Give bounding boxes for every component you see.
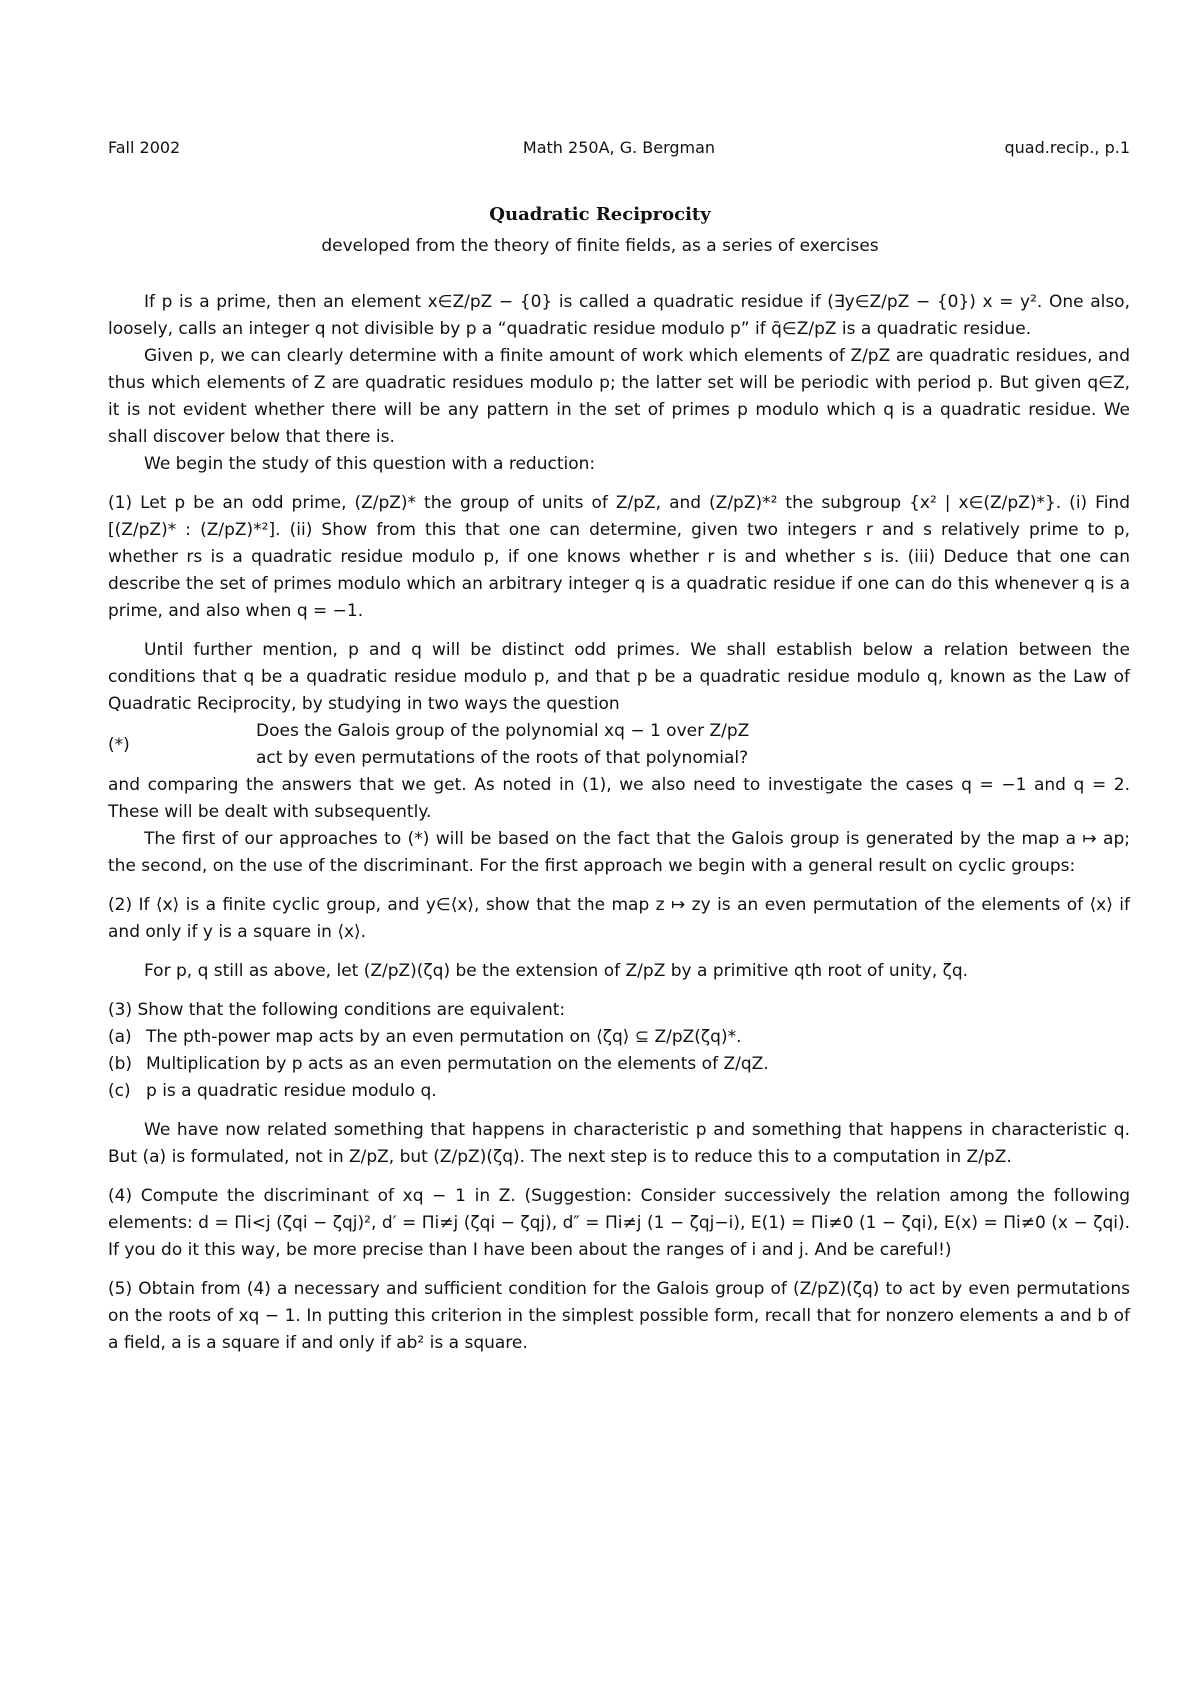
paragraph-characteristic: We have now related something that happens in characteristic p and something that happens in characteristic q. But (a) is formulated, not in Z/pZ, but (Z/pZ)(ζq). The next step is to reduce this to a computation in Z/pZ. (108, 1120, 1130, 1167)
paragraph-comparing-answers: and comparing the answers that we get. As noted in (1), we also need to investigate the cases q = −1 and q = 2. These will be dealt with subsequently. (108, 775, 1130, 822)
paragraph-reduction-intro: We begin the study of this question with a reduction: (144, 454, 596, 474)
question-star-label: (*) (108, 735, 130, 755)
exercise-5: (5) Obtain from (4) a necessary and sufficient condition for the Galois group of (Z/pZ)(ζq) to act by even permutations on the roots of xq − 1. In putting this criterion in the simplest possible form, recall that for nonzero elements a and b of a field, a is a square if and only if ab² is a square. (108, 1279, 1130, 1353)
exercise-3-item-c (108, 1078, 1130, 1105)
question-star-line-1: Does the Galois group of the polynomial xq − 1 over Z/pZ (256, 721, 750, 741)
paragraph-given-p: Given p, we can clearly determine with a finite amount of work which elements of Z/pZ are quadratic residues, and thus which elements of Z are quadratic residues modulo p; the latter set will be periodic with period p. But given q∈Z, it is not evident whether there will be any pattern in the set of primes p modulo which q is a quadratic residue. We shall discover below that there is. (108, 346, 1130, 447)
exercise-2: (2) If ⟨x⟩ is a finite cyclic group, and y∈⟨x⟩, show that the map z ↦ zy is an even permutation of the elements of ⟨x⟩ if and only if y is a square in ⟨x⟩. (108, 895, 1130, 942)
question-star (108, 718, 1130, 772)
header-term: Fall 2002 (108, 138, 181, 157)
exercise-3-item-a (108, 1024, 1130, 1051)
exercise-4: (4) Compute the discriminant of xq − 1 in Z. (Suggestion: Consider successively the relation among the following elements: d = Πi<j (ζqi − ζqj)², d′ = Πi≠j (ζqi − ζqj), d″ = Πi≠j (1 − ζqj−i), E(1) = Πi≠0 (1 − ζqi), E(x) = Πi≠0 (x − ζqi). If you do it this way, be more precise than I have been about the ranges of i and j. And be careful!) (108, 1186, 1130, 1260)
question-star-line-2: act by even permutations of the roots of that polynomial? (256, 748, 749, 768)
document-body (108, 289, 1130, 1357)
header-page-ref: quad.recip., p.1 (1004, 138, 1130, 157)
page-title: Quadratic Reciprocity (489, 204, 711, 225)
item-a-text: The pth-power map acts by an even permutation on ⟨ζq⟩ ⊆ Z/pZ(ζq)*. (146, 1027, 742, 1047)
paragraph-extension: For p, q still as above, let (Z/pZ)(ζq) be the extension of Z/pZ by a primitive qth root of unity, ζq. (144, 961, 969, 981)
page-subtitle: developed from the theory of finite fields, as a series of exercises (321, 236, 879, 256)
item-b-label: (b) (108, 1054, 133, 1074)
paragraph-definition: If p is a prime, then an element x∈Z/pZ − {0} is called a quadratic residue if (∃y∈Z/pZ − {0}) x = y². One also, loosely, calls an integer q not divisible by p a “quadratic residue modulo p” if q̄∈Z/pZ is a quadratic residue. (108, 292, 1130, 339)
item-a-label: (a) (108, 1027, 132, 1047)
page-header (108, 138, 1130, 162)
exercise-1: (1) Let p be an odd prime, (Z/pZ)* the group of units of Z/pZ, and (Z/pZ)*² the subgroup {x² | x∈(Z/pZ)*}. (i) Find [(Z/pZ)* : (Z/pZ)*²]. (ii) Show from this that one can determine, given two integers r and s relatively prime to p, whether rs is a quadratic residue modulo p, if one knows whether r is and whether s is. (iii) Deduce that one can describe the set of primes modulo which an arbitrary integer q is a quadratic residue if one can do this whenever q is a prime, and also when q = −1. (108, 493, 1130, 621)
exercise-3-item-b (108, 1051, 1130, 1078)
item-c-text: p is a quadratic residue modulo q. (146, 1081, 437, 1101)
item-b-text: Multiplication by p acts as an even permutation on the elements of Z/qZ. (146, 1054, 769, 1074)
header-course: Math 250A, G. Bergman (522, 138, 716, 157)
paragraph-until-further-mention: Until further mention, p and q will be distinct odd primes. We shall establish below a relation between the conditions that q be a quadratic residue modulo p, and that p be a quadratic residue modulo q, known as the Law of Quadratic Reciprocity, by studying in two ways the question (108, 640, 1130, 714)
item-c-label: (c) (108, 1081, 131, 1101)
paragraph-first-approach: The first of our approaches to (*) will be based on the fact that the Galois group is generated by the map a ↦ ap; the second, on the use of the discriminant. For the first approach we begin with a general result on cyclic groups: (108, 829, 1130, 876)
exercise-3: (3) Show that the following conditions are equivalent: (108, 1000, 566, 1020)
